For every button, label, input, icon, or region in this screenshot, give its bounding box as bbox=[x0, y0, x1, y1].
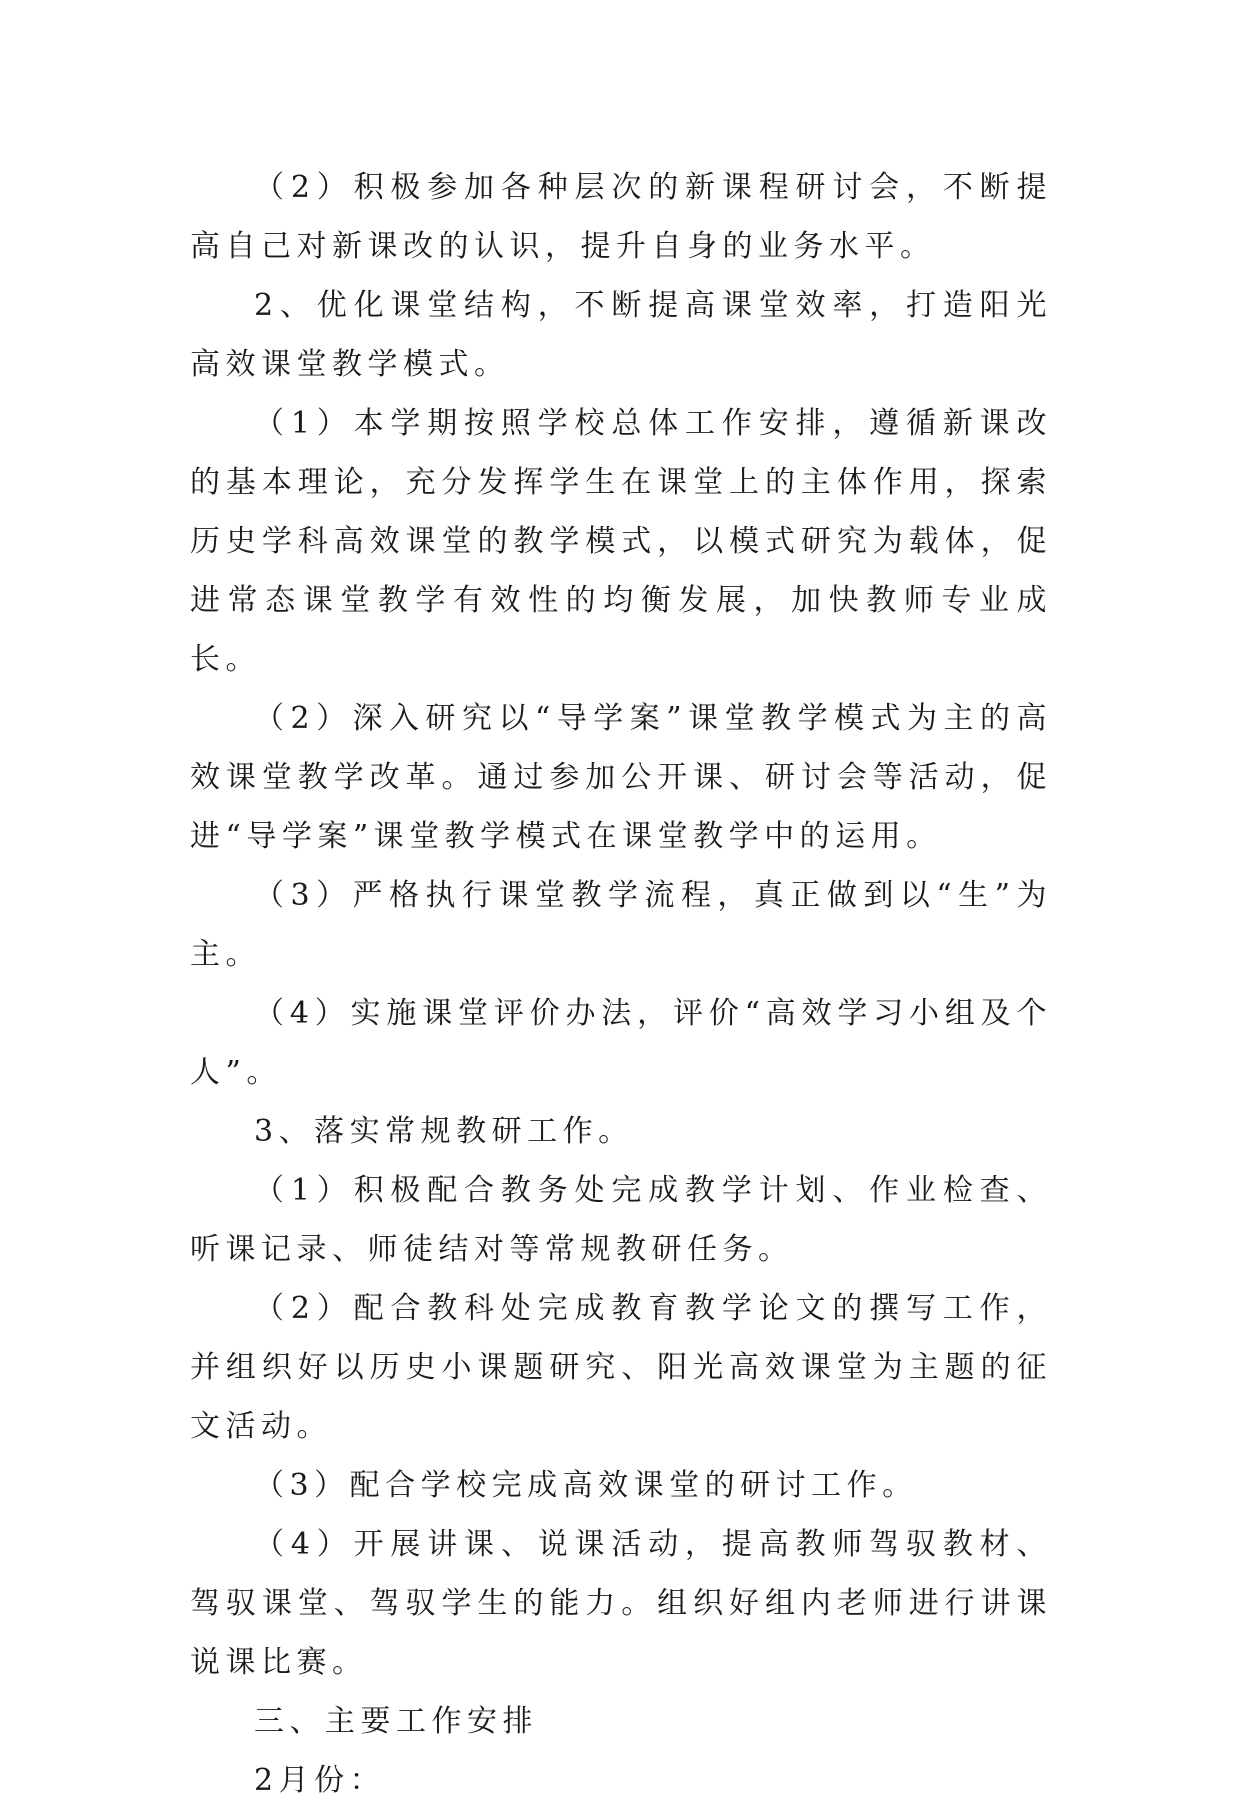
paragraph-item-2-2-3: （3）严格执行课堂教学流程，真正做到以“生”为主。 bbox=[190, 878, 1052, 972]
paragraph-item-2-2-1: （1）本学期按照学校总体工作安排，遵循新课改的基本理论，充分发挥学生在课堂上的主体作用，探索历史学科高效课堂的教学模式，以模式研究为载体，促进常态课堂教学有效性的均衡发展，加快教师专业成长。 bbox=[190, 406, 1052, 677]
section-heading-3: 3、落实常规教研工作。 bbox=[254, 1114, 634, 1149]
paragraph-item-3-1: （1）积极配合教务处完成教学计划、作业检查、听课记录、师徒结对等常规教研任务。 bbox=[190, 1173, 1052, 1267]
month-heading-feb: 2月份： bbox=[254, 1763, 386, 1798]
paragraph-item-2-2-2: （2）深入研究以“导学案”课堂教学模式为主的高效课堂教学改革。通过参加公开课、研讨会等活动，促进“导学案”课堂教学模式在课堂教学中的运用。 bbox=[190, 701, 1052, 854]
document-body bbox=[190, 158, 1052, 1810]
paragraph-item-2-2-4: （4）实施课堂评价办法，评价“高效学习小组及个人”。 bbox=[190, 996, 1052, 1090]
section-heading-2: 2、优化课堂结构，不断提高课堂效率，打造阳光高效课堂教学模式。 bbox=[190, 288, 1052, 382]
paragraph-item-2-2: （2）积极参加各种层次的新课程研讨会，不断提高自己对新课改的认识，提升自身的业务水平。 bbox=[190, 170, 1052, 264]
paragraph-item-3-3: （3）配合学校完成高效课堂的研讨工作。 bbox=[254, 1468, 918, 1503]
paragraph-item-3-4: （4）开展讲课、说课活动，提高教师驾驭教材、驾驭课堂、驾驭学生的能力。组织好组内老师进行讲课说课比赛。 bbox=[190, 1527, 1052, 1680]
paragraph-item-3-2: （2）配合教科处完成教育教学论文的撰写工作，并组织好以历史小课题研究、阳光高效课堂为主题的征文活动。 bbox=[190, 1291, 1052, 1444]
chapter-heading-3: 三、主要工作安排 bbox=[254, 1704, 538, 1739]
